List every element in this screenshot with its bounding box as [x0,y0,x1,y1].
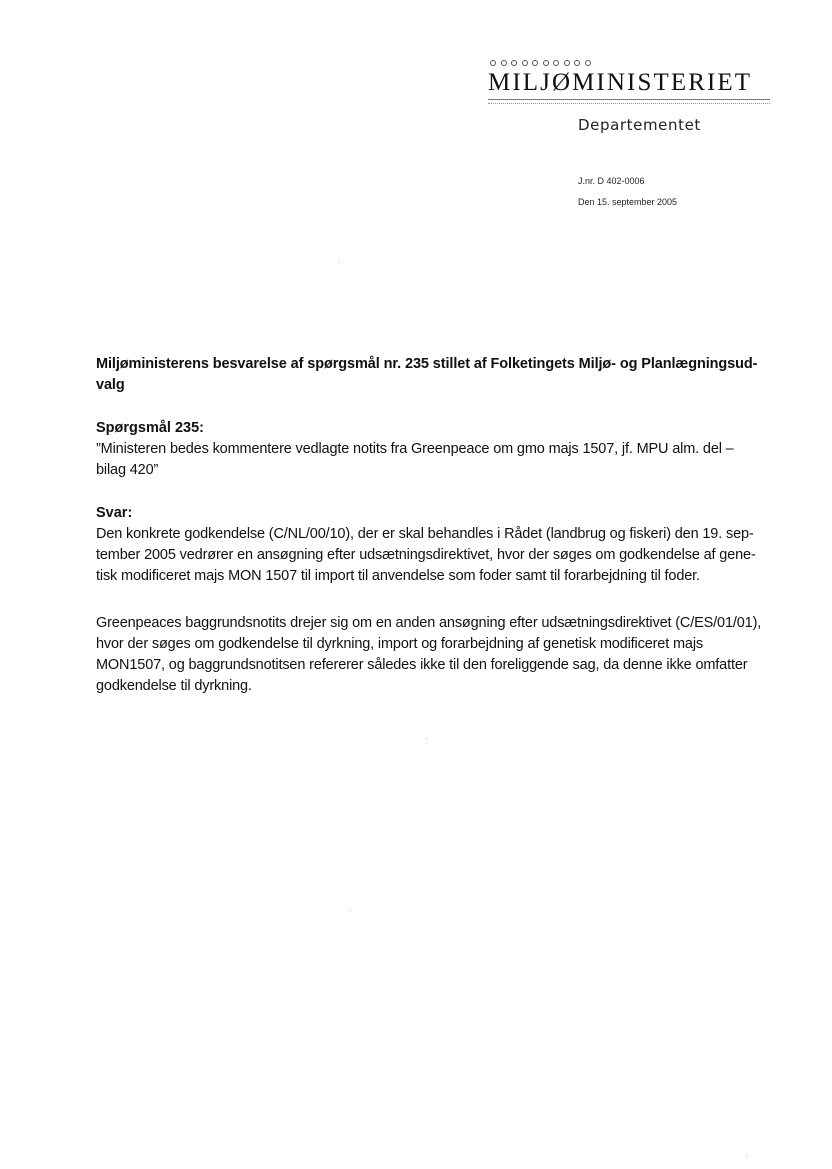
letter-date: Den 15. september 2005 [578,197,678,207]
department-name: Departementet [578,116,701,134]
crown-dots-icon [490,58,770,68]
heading-line: valg [96,377,125,393]
ministry-name: MILJØMINISTERIET [488,69,753,96]
question-line: ”Ministeren bedes kommentere vedlagte notits fra Greenpeace om gmo majs 1507, jf. MPU alm. del – [96,441,734,457]
answer-line: MON1507, og baggrundsnotitsen refererer således ikke til den foreliggende sag, da denne ikke omfatter [96,657,748,673]
question-section [96,418,756,481]
scan-speck [350,910,351,911]
answer-paragraph-2 [96,613,762,697]
answer-line: godkendelse til dyrkning. [96,678,252,694]
answer-line: Den konkrete godkendelse (C/NL/00/10), der er skal behandles i Rådet (landbrug og fiskeri) den 19. sep- [96,526,754,542]
document-heading [96,354,756,396]
answer-line: hvor der søges om godkendelse til dyrkning, import og forarbejdning af genetisk modificeret majs [96,636,703,652]
scan-speck [426,738,427,739]
answer-line: Greenpeaces baggrundsnotits drejer sig om en anden ansøgning efter udsætningsdirektivet (C/ES/01/01), [96,615,762,631]
answer-paragraph-1 [96,524,756,587]
scan-speck [746,1156,747,1157]
letterhead-rule [488,99,770,104]
journal-number: J.nr. D 402-0006 [578,176,645,186]
answer-section [96,503,762,697]
letter-body [96,354,762,697]
scan-speck [338,262,339,263]
letterhead [488,58,770,104]
answer-title: Svar: [96,505,133,521]
heading-line: Miljøministerens besvarelse af spørgsmål nr. 235 stillet af Folketingets Miljø- og Planlægningsud- [96,356,758,372]
question-line: bilag 420” [96,462,159,478]
answer-line: tisk modificeret majs MON 1507 til import til anvendelse som foder samt til forarbejdning til foder. [96,568,700,584]
question-text [96,439,756,481]
question-title: Spørgsmål 235: [96,420,204,436]
answer-line: tember 2005 vedrører en ansøgning efter udsætningsdirektivet, hvor der søges om godkendelse af gene- [96,547,756,563]
